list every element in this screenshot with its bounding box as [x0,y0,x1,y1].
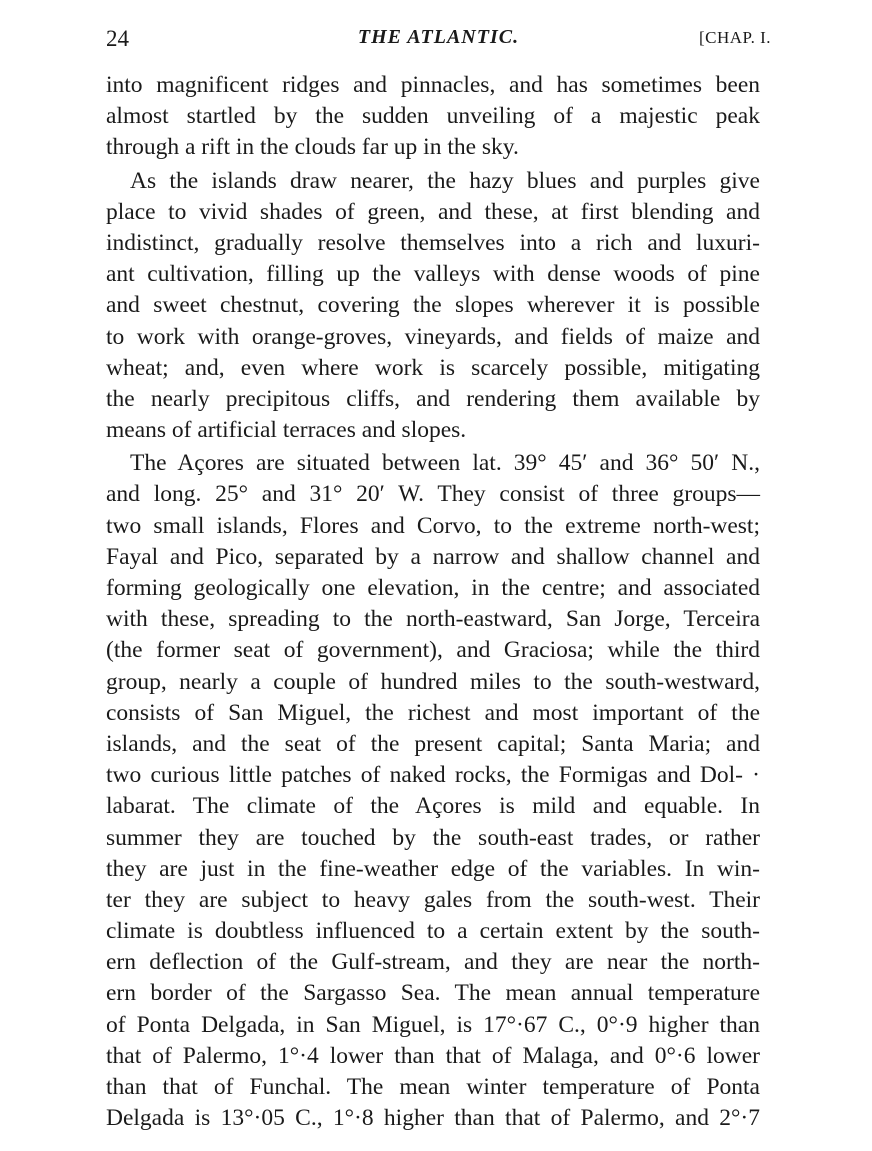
text-line: ern deflection of the Gulf-stream, and they are near the north- [106,949,760,976]
text-line: labarat. The climate of the Açores is mild and equable. In [106,793,760,820]
text-line: two small islands, Flores and Corvo, to the extreme north-west; [106,512,760,539]
page-header [106,26,771,56]
text-line: Fayal and Pico, separated by a narrow and shallow channel and [106,543,760,570]
text-line: (the former seat of government), and Graciosa; while the third [106,637,760,664]
chapter-label: [CHAP. I. [698,28,771,47]
text-line: islands, and the seat of the present capital; Santa Maria; and [106,730,760,757]
text-line: As the islands draw nearer, the hazy blues and purples give [130,167,760,194]
text-line: Delgada is 13°·05 C., 1°·8 higher than that of Palermo, and 2°·7 [106,1105,760,1132]
text-line: means of artificial terraces and slopes. [106,417,467,444]
text-line: than that of Funchal. The mean winter temperature of Ponta [106,1074,760,1100]
text-line: the nearly precipitous cliffs, and rendering them available by [106,385,760,412]
text-line: forming geologically one elevation, in the centre; and associated [106,575,760,601]
text-line: climate is doubtless influenced to a certain extent by the south- [106,918,760,945]
body-text [106,70,760,1134]
text-line: they are just in the fine-weather edge of the variables. In win- [106,855,760,882]
text-line: ant cultivation, filling up the valleys with dense woods of pine [106,261,760,288]
text-line: through a rift in the clouds far up in the sky. [106,134,519,161]
text-line: to work with orange-groves, vineyards, and fields of maize and [106,323,760,350]
page-number: 24 [106,26,129,51]
text-line: place to vivid shades of green, and these, at first blending and [106,198,760,225]
text-line: that of Palermo, 1°·4 lower than that of Malaga, and 0°·6 lower [106,1042,760,1069]
text-line: ern border of the Sargasso Sea. The mean annual temperature [106,980,760,1007]
text-line: of Ponta Delgada, in San Miguel, is 17°·67 C., 0°·9 higher than [106,1011,760,1038]
text-line: summer they are touched by the south-east trades, or rather [106,824,760,851]
text-line: The Açores are situated between lat. 39° 45′ and 36° 50′ N., [130,450,760,477]
text-line: and sweet chestnut, covering the slopes wherever it is possible [106,292,760,319]
text-line: with these, spreading to the north-eastward, San Jorge, Terceira [106,606,760,633]
running-title: THE ATLANTIC. [357,26,520,48]
text-line: and long. 25° and 31° 20′ W. They consist of three groups— [106,481,760,508]
text-line: consists of San Miguel, the richest and most important of the [106,699,760,726]
text-line: into magnificent ridges and pinnacles, and has sometimes been [106,72,760,98]
text-line: ter they are subject to heavy gales from the south-west. Their [106,886,760,913]
text-line: wheat; and, even where work is scarcely possible, mitigating [106,354,760,381]
text-line: indistinct, gradually resolve themselves into a rich and luxuri- [106,229,760,256]
text-line: two curious little patches of naked rocks, the Formigas and Dol- · [106,762,760,789]
text-line: almost startled by the sudden unveiling of a majestic peak [106,103,760,130]
text-line: group, nearly a couple of hundred miles to the south-westward, [106,668,760,695]
